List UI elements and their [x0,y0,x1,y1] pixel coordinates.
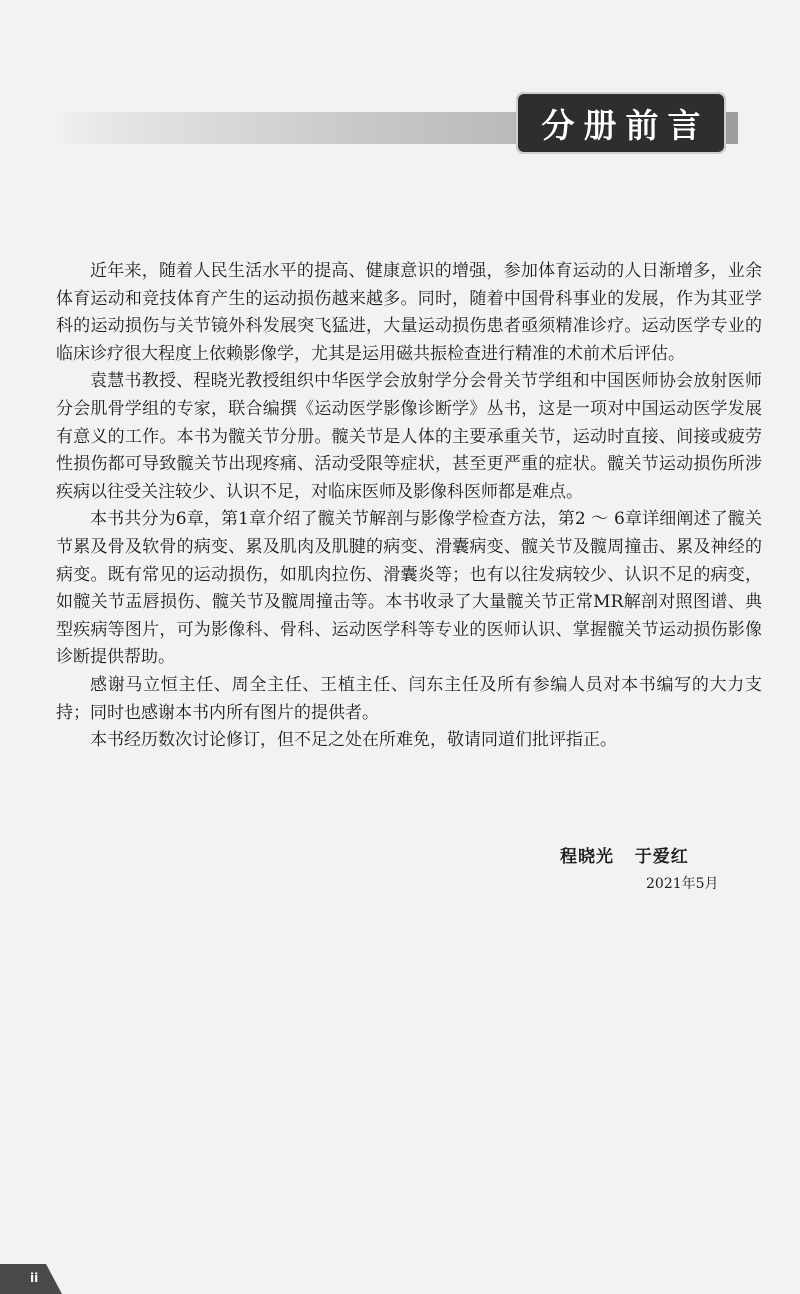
author-signature: 程晓光 于爱红 [560,847,689,867]
paragraph-5: 本书经历数次讨论修订，但不足之处在所难免，敬请同道们批评指正。 [90,730,617,751]
paragraph-4: 感谢马立恒主任、周全主任、王植主任、闫东主任及所有参编人员对本书编写的大力支持；同时也感谢本书内所有图片的提供者。 [56,674,762,723]
section-title: 分册前言 [541,105,710,145]
section-title-box [516,92,726,154]
paragraph-3: 本书共分为6章，第1章介绍了髋关节解剖与影像学检查方法，第2 ～ 6章详细阐述了髋关节累及骨及软骨的病变、累及肌肉及肌腱的病变、滑囊病变、髋关节及髋周撞击、累及神经的病变。既有常见的运动损伤，如肌肉拉伤、滑囊炎等；也有以往发病较少、认识不足的病变，如髋关节盂唇损伤、髋关节及髋周撞击等。本书收录了大量髋关节正常MR解剖对照图谱、典型疾病等图片，可为影像科、骨科、运动医学科等专业的医师认识、掌握髋关节运动损伤影像诊断提供帮助。 [56,509,762,668]
preface-body [56,258,762,755]
signature-date: 2021年5月 [646,876,719,892]
page-number-tab [0,1264,62,1294]
page-number: ii [30,1271,39,1285]
paragraph-1: 近年来，随着人民生活水平的提高、健康意识的增强，参加体育运动的人日渐增多，业余体育运动和竞技体育产生的运动损伤越来越多。同时，随着中国骨科事业的发展，作为其亚学科的运动损伤与关节镜外科发展突飞猛进，大量运动损伤患者亟须精准诊疗。运动医学专业的临床诊疗很大程度上依赖影像学，尤其是运用磁共振检查进行精准的术前术后评估。 [56,261,762,364]
paragraph-2: 袁慧书教授、程晓光教授组织中华医学会放射学分会骨关节学组和中国医师协会放射医师分会肌骨学组的专家，联合编撰《运动医学影像诊断学》丛书，这是一项对中国运动医学发展有意义的工作。本书为髋关节分册。髋关节是人体的主要承重关节，运动时直接、间接或疲劳性损伤都可导致髋关节出现疼痛、活动受限等症状，甚至更严重的症状。髋关节运动损伤所涉疾病以往受关注较少、认识不足，对临床医师及影像科医师都是难点。 [56,371,762,502]
